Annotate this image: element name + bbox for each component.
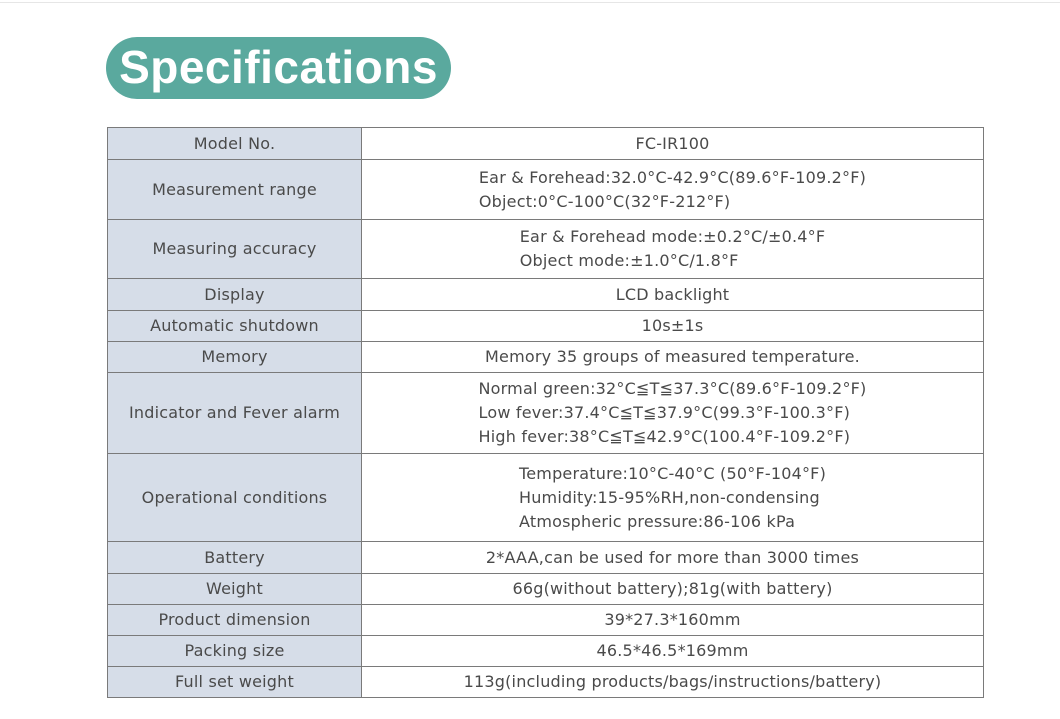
- spec-label: Memory: [108, 342, 362, 373]
- spec-value-lines: [464, 670, 882, 694]
- spec-value-lines: [519, 462, 826, 534]
- spec-row-measurement-range: [108, 160, 984, 220]
- spec-label: Operational conditions: [108, 454, 362, 542]
- spec-value: [362, 605, 984, 636]
- spec-value-lines: [486, 546, 859, 570]
- spec-label: Display: [108, 279, 362, 311]
- spec-value-line: 2*AAA,can be used for more than 3000 times: [485, 547, 860, 567]
- spec-row-product-dimension: [108, 605, 984, 636]
- spec-value-lines: [485, 345, 860, 369]
- spec-value-line: 113g(including products/bags/instructions/battery): [463, 672, 882, 691]
- spec-label: Model No.: [108, 128, 362, 160]
- top-divider: [0, 2, 1060, 3]
- spec-value: [362, 574, 984, 605]
- spec-value: [362, 160, 984, 220]
- spec-value-lines: [479, 166, 866, 214]
- spec-row-weight: [108, 574, 984, 605]
- spec-value-line: 66g(without battery);81g(with battery): [512, 579, 833, 598]
- spec-value-line: Ear & Forehead:32.0°C-42.9°C(89.6°F-109.2°F): [478, 167, 867, 187]
- spec-value-line: Ear & Forehead mode:±0.2°C/±0.4°F: [519, 227, 826, 246]
- spec-value-line: FC-IR100: [635, 133, 710, 153]
- spec-value-lines: [520, 225, 826, 273]
- spec-row-automatic-shutdown: [108, 311, 984, 342]
- spec-label: Measuring accuracy: [108, 220, 362, 279]
- page-title: Specifications: [119, 41, 438, 93]
- spec-value-line: Object mode:±1.0°C/1.8°F: [519, 251, 739, 270]
- spec-value-line: High fever:38°C≦T≦42.9°C(100.4°F-109.2°F): [478, 427, 851, 446]
- spec-value-line: Atmospheric pressure:86-106 kPa: [518, 511, 796, 531]
- spec-value: [362, 454, 984, 542]
- spec-row-memory: [108, 342, 984, 373]
- spec-label: Weight: [108, 574, 362, 605]
- spec-row-battery: [108, 542, 984, 574]
- spec-value-lines: [597, 639, 749, 663]
- title-banner: [106, 37, 451, 99]
- spec-label: Measurement range: [108, 160, 362, 220]
- spec-value-line: Memory 35 groups of measured temperature.: [485, 347, 860, 366]
- spec-value-lines: [479, 377, 867, 449]
- spec-row-measuring-accuracy: [108, 220, 984, 279]
- spec-value: [362, 636, 984, 667]
- spec-value: [362, 342, 984, 373]
- spec-label: Full set weight: [108, 667, 362, 698]
- spec-value: [362, 311, 984, 342]
- spec-value-lines: [604, 608, 740, 632]
- spec-value-line: Humidity:15-95%RH,non-condensing: [518, 487, 820, 507]
- spec-row-display: [108, 279, 984, 311]
- spec-row-indicator-and-fever-alarm: [108, 373, 984, 454]
- spec-value-lines: [512, 577, 832, 601]
- spec-value: [362, 667, 984, 698]
- spec-value: [362, 220, 984, 279]
- spec-value: [362, 279, 984, 311]
- spec-value-line: Object:0°C-100°C(32°F-212°F): [478, 191, 731, 211]
- spec-value-line: 39*27.3*160mm: [604, 610, 741, 629]
- spec-value-line: Low fever:37.4°C≦T≦37.9°C(99.3°F-100.3°F): [478, 403, 851, 422]
- spec-value-lines: [642, 314, 704, 338]
- spec-value-line: LCD backlight: [615, 284, 730, 304]
- spec-row-full-set-weight: [108, 667, 984, 698]
- spec-value: [362, 373, 984, 454]
- spec-table: [107, 127, 984, 698]
- spec-value: [362, 128, 984, 160]
- spec-label: Battery: [108, 542, 362, 574]
- spec-label: Automatic shutdown: [108, 311, 362, 342]
- spec-value-line: 10s±1s: [641, 316, 704, 335]
- spec-label: Product dimension: [108, 605, 362, 636]
- spec-value-lines: [616, 283, 730, 307]
- spec-value-line: 46.5*46.5*169mm: [596, 641, 749, 660]
- spec-value-lines: [635, 132, 709, 156]
- spec-value: [362, 542, 984, 574]
- spec-value-line: Temperature:10°C-40°C (50°F-104°F): [518, 463, 827, 483]
- spec-row-packing-size: [108, 636, 984, 667]
- spec-row-operational-conditions: [108, 454, 984, 542]
- spec-label: Indicator and Fever alarm: [108, 373, 362, 454]
- spec-label: Packing size: [108, 636, 362, 667]
- spec-value-line: Normal green:32°C≦T≦37.3°C(89.6°F-109.2°F): [478, 379, 867, 398]
- spec-row-model-no: [108, 128, 984, 160]
